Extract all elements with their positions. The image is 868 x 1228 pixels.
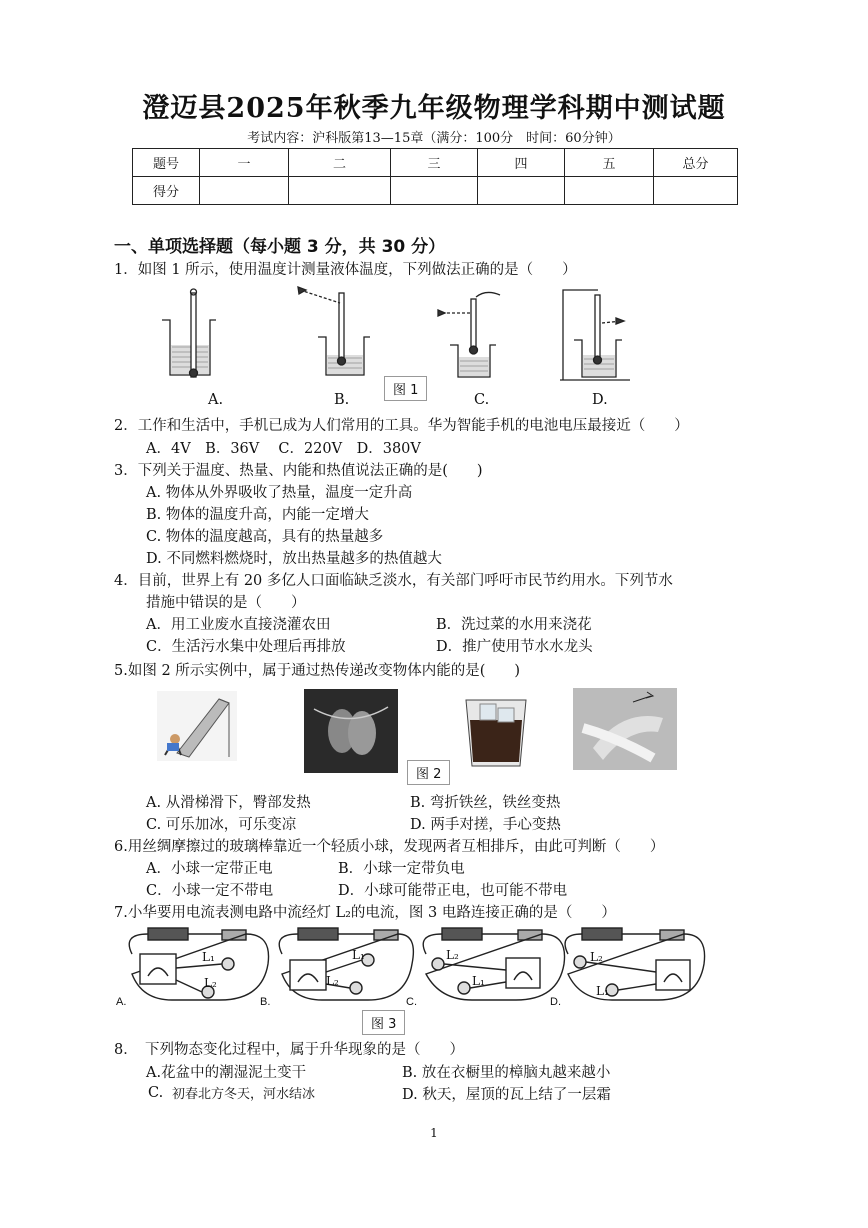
table-cell bbox=[654, 177, 738, 205]
q7-option-b[interactable]: B. bbox=[260, 996, 271, 1008]
question-4-stem: 4．目前，世界上有 20 多亿人口面临缺乏淡水，有关部门呼吁市民节约用水。下列节水 bbox=[114, 573, 673, 589]
table-cell bbox=[200, 177, 289, 205]
q4-option-a[interactable]: A．用工业废水直接浇灌农田 bbox=[146, 617, 331, 633]
q5-option-d[interactable]: D. 两手对搓，手心变热 bbox=[410, 817, 561, 833]
q3-option-c[interactable]: C. 物体的温度越高，具有的热量越多 bbox=[146, 529, 384, 545]
q3-option-b[interactable]: B. 物体的温度升高，内能一定增大 bbox=[146, 507, 369, 523]
q1-option-d[interactable]: D. bbox=[592, 392, 608, 408]
circuit-a-icon bbox=[129, 928, 268, 1000]
q7-option-a[interactable]: A. bbox=[116, 996, 127, 1008]
thermometer-d-icon bbox=[560, 290, 630, 380]
q1-option-a[interactable]: A. bbox=[208, 392, 224, 408]
q6-option-d[interactable]: D．小球可能带正电，也可能不带电 bbox=[338, 883, 568, 899]
question-5-stem: 5.如图 2 所示实例中，属于通过热传递改变物体内能的是( ) bbox=[114, 663, 521, 679]
q3-option-d[interactable]: D. 不同燃料燃烧时，放出热量越多的热值越大 bbox=[146, 551, 442, 567]
q4-option-c[interactable]: C．生活污水集中处理后再排放 bbox=[146, 639, 346, 655]
q8-option-c-letter[interactable]: C. bbox=[148, 1085, 164, 1101]
question-8-stem: 8． 下列物态变化过程中，属于升华现象的是（ ） bbox=[114, 1042, 464, 1058]
page-number: 1 bbox=[430, 1126, 438, 1140]
q5-option-a[interactable]: A. 从滑梯滑下，臀部发热 bbox=[146, 795, 311, 811]
figure-2-label: 图 2 bbox=[407, 760, 450, 785]
figure-1-label: 图 1 bbox=[384, 376, 427, 401]
question-6-stem: 6.用丝绸摩擦过的玻璃棒靠近一个轻质小球，发现两者互相排斥，由此可判断（ ） bbox=[114, 839, 665, 855]
circuit-c-lamp2-label: L₂ bbox=[446, 948, 459, 962]
circuit-b-icon bbox=[279, 928, 413, 1000]
q7-option-d[interactable]: D. bbox=[550, 996, 561, 1008]
section-heading: 一、单项选择题（每小题 3 分，共 30 分） bbox=[114, 237, 446, 257]
q2-options[interactable]: A．4V B．36V C．220V D．380V bbox=[146, 441, 421, 457]
figure-3-label: 图 3 bbox=[362, 1010, 405, 1035]
circuit-b-lamp1-label: L₁ bbox=[352, 948, 365, 962]
table-row bbox=[133, 177, 738, 205]
q8-option-c-text[interactable]: 初春北方冬天，河水结冰 bbox=[172, 1087, 316, 1102]
thermometer-b-icon bbox=[298, 287, 370, 375]
circuit-a-lamp2-label: L₂ bbox=[204, 976, 217, 990]
q7-option-c[interactable]: C. bbox=[406, 996, 417, 1008]
table-cell: 五 bbox=[565, 149, 654, 177]
exam-info: 考试内容：沪科版第13—15章（满分：100分 时间：60分钟） bbox=[247, 131, 621, 146]
q1-option-b[interactable]: B. bbox=[334, 392, 350, 408]
q4-option-b[interactable]: B．洗过菜的水用来浇花 bbox=[436, 617, 592, 633]
table-cell: 四 bbox=[478, 149, 565, 177]
slide-image bbox=[157, 691, 237, 761]
q6-option-c[interactable]: C．小球一定不带电 bbox=[146, 883, 274, 899]
score-table bbox=[132, 148, 738, 205]
circuit-diagram-figure bbox=[112, 924, 712, 1006]
table-cell: 总分 bbox=[654, 149, 738, 177]
q8-option-b[interactable]: B. 放在衣橱里的樟脑丸越来越小 bbox=[402, 1065, 611, 1081]
question-1-stem: 1．如图 1 所示，使用温度计测量液体温度，下列做法正确的是（ ） bbox=[114, 262, 577, 278]
cola-ice-image bbox=[460, 694, 532, 770]
table-cell: 题号 bbox=[133, 149, 200, 177]
table-cell: 二 bbox=[289, 149, 391, 177]
q6-option-a[interactable]: A．小球一定带正电 bbox=[146, 861, 273, 877]
q4-option-d[interactable]: D．推广使用节水水龙头 bbox=[436, 639, 593, 655]
table-cell: 一 bbox=[200, 149, 289, 177]
table-cell bbox=[391, 177, 478, 205]
circuit-c-lamp1-label: L₁ bbox=[472, 974, 485, 988]
circuit-d-icon bbox=[565, 928, 705, 1000]
q1-option-c[interactable]: C. bbox=[474, 392, 490, 408]
bending-wire-image bbox=[304, 689, 398, 773]
table-cell bbox=[289, 177, 391, 205]
q5-option-b[interactable]: B. 弯折铁丝，铁丝变热 bbox=[410, 795, 561, 811]
page-title: 澄迈县2025年秋季九年级物理学科期中测试题 bbox=[142, 93, 726, 124]
question-4-stem-cont: 措施中错误的是（ ） bbox=[146, 595, 306, 611]
question-7-stem: 7.小华要用电流表测电路中流经灯 L₂的电流，图 3 电路连接正确的是（ ） bbox=[114, 905, 616, 921]
q6-option-b[interactable]: B．小球一定带负电 bbox=[338, 861, 465, 877]
circuit-d-lamp2-label: L₂ bbox=[590, 950, 603, 964]
table-cell bbox=[565, 177, 654, 205]
rubbing-hands-image bbox=[573, 688, 677, 770]
q3-option-a[interactable]: A. 物体从外界吸收了热量，温度一定升高 bbox=[146, 485, 413, 501]
circuit-b-lamp2-label: L₂ bbox=[326, 974, 339, 988]
q8-option-d[interactable]: D. 秋天，屋顶的瓦上结了一层霜 bbox=[402, 1087, 611, 1103]
thermometer-c-icon bbox=[438, 292, 500, 377]
circuit-d-lamp1-label: L₁ bbox=[596, 984, 609, 998]
table-cell: 得分 bbox=[133, 177, 200, 205]
q8-option-a[interactable]: A.花盆中的潮湿泥土变干 bbox=[146, 1065, 307, 1081]
question-3-stem: 3．下列关于温度、热量、内能和热值说法正确的是( ) bbox=[114, 463, 483, 479]
table-row bbox=[133, 149, 738, 177]
table-cell bbox=[478, 177, 565, 205]
thermometer-a-icon bbox=[162, 289, 216, 377]
question-2-stem: 2．工作和生活中，手机已成为人们常用的工具。华为智能手机的电池电压最接近（ ） bbox=[114, 418, 689, 434]
circuit-a-lamp1-label: L₁ bbox=[202, 950, 215, 964]
circuit-c-icon bbox=[423, 928, 564, 1000]
table-cell: 三 bbox=[391, 149, 478, 177]
thermometer-figure bbox=[150, 285, 670, 385]
q5-option-c[interactable]: C. 可乐加冰，可乐变凉 bbox=[146, 817, 297, 833]
